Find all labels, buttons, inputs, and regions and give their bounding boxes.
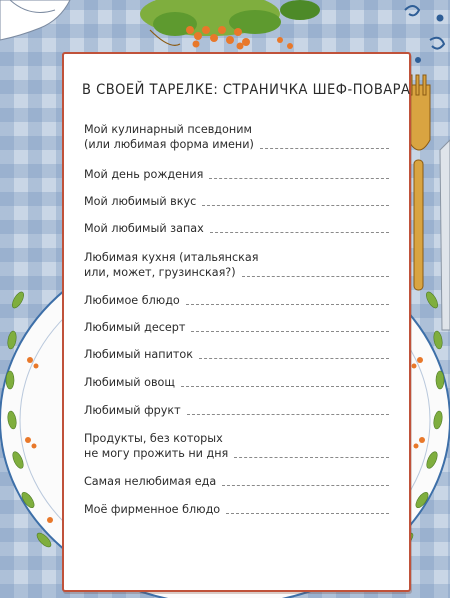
field-label-line1: Продукты, без которых — [84, 432, 223, 445]
field-label-line2: не могу прожить ни дня — [84, 447, 229, 460]
field-favorite-taste — [84, 194, 389, 209]
field-label: Любимый овощ — [84, 376, 175, 389]
answer-line[interactable] — [222, 484, 389, 486]
field-label-line1: Мой кулинарный псевдоним — [84, 123, 252, 136]
field-favorite-drink — [84, 347, 389, 362]
answer-line[interactable] — [242, 275, 389, 277]
field-essential-foods — [84, 431, 389, 461]
answer-line[interactable] — [226, 512, 389, 514]
field-least-favorite-food — [84, 474, 389, 489]
answer-line[interactable] — [234, 456, 389, 458]
answer-line[interactable] — [199, 357, 389, 359]
fork-illustration — [408, 75, 430, 290]
field-favorite-fruit — [84, 403, 389, 418]
answer-line[interactable] — [202, 204, 389, 206]
field-label: Мой любимый запах — [84, 222, 204, 235]
field-label: Любимый напиток — [84, 348, 193, 361]
answer-line[interactable] — [181, 385, 389, 387]
field-favorite-cuisine — [84, 250, 389, 280]
field-label-line2: или, может, грузинская?) — [84, 266, 236, 279]
field-label: Любимый десерт — [84, 321, 186, 334]
page-title: В СВОЕЙ ТАРЕЛКЕ: СТРАНИЧКА ШЕФ-ПОВАРА — [82, 82, 411, 98]
field-label-line1: Любимая кухня (итальянская — [84, 251, 259, 264]
field-favorite-dessert — [84, 320, 389, 335]
answer-line[interactable] — [187, 413, 389, 415]
napkin-illustration — [0, 0, 70, 40]
field-label-line2: (или любимая форма имени) — [84, 138, 254, 151]
answer-line[interactable] — [186, 303, 389, 305]
field-label: Любимый фрукт — [84, 404, 181, 417]
field-favorite-smell — [84, 221, 389, 236]
field-favorite-vegetable — [84, 375, 389, 390]
answer-line[interactable] — [209, 177, 389, 179]
answer-line[interactable] — [191, 330, 389, 332]
field-birthday — [84, 167, 389, 182]
field-label: Мой день рождения — [84, 168, 204, 181]
berry-bouquet-illustration — [140, 0, 320, 50]
chef-profile-card — [62, 52, 411, 592]
field-label: Мой любимый вкус — [84, 195, 197, 208]
field-favorite-dish — [84, 293, 389, 308]
field-label: Моё фирменное блюдо — [84, 503, 221, 516]
knife-illustration — [440, 140, 450, 330]
field-label: Любимое блюдо — [84, 294, 180, 307]
field-label: Самая нелюбимая еда — [84, 475, 217, 488]
field-signature-dish — [84, 502, 389, 517]
answer-line[interactable] — [260, 147, 389, 149]
answer-line[interactable] — [210, 231, 389, 233]
field-culinary-alias — [84, 122, 389, 152]
